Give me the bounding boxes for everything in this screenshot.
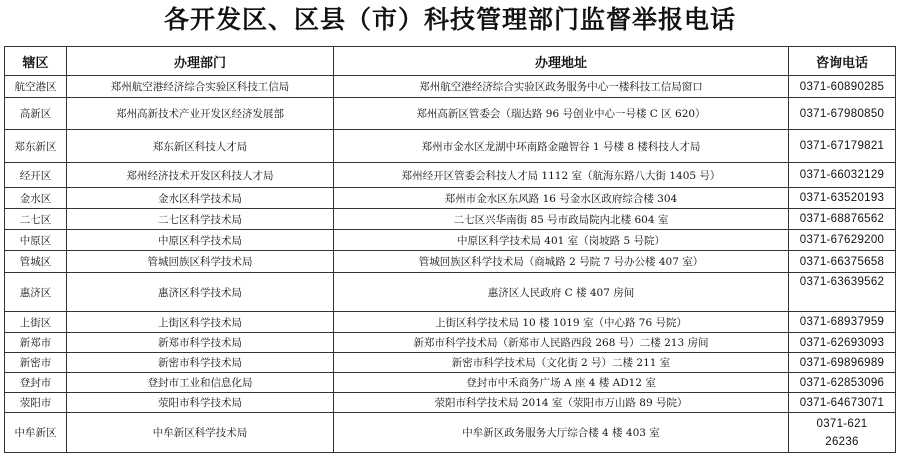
cell-phone: 0371-66375658 [789,251,896,273]
hotline-table [4,46,896,453]
cell-department: 郑州航空港经济综合实验区科技工信局 [67,76,334,98]
cell-district: 新郑市 [5,333,67,353]
table-row [5,230,896,251]
table-row [5,393,896,413]
cell-phone: 0371-62693093 [789,333,896,353]
cell-phone: 0371-67980850 [789,98,896,130]
cell-district: 金水区 [5,188,67,209]
cell-district: 航空港区 [5,76,67,98]
cell-phone: 0371-69896989 [789,353,896,373]
table-header-row [5,47,896,76]
cell-department: 郑州经济技术开发区科技人才局 [67,163,334,188]
header-district: 辖区 [5,47,67,76]
table-row [5,413,896,453]
table-row [5,273,896,312]
cell-district: 中牟新区 [5,413,67,453]
cell-address: 郑州航空港经济综合实验区政务服务中心一楼科技工信局窗口 [334,76,789,98]
cell-district: 郑东新区 [5,130,67,163]
cell-phone: 0371-67179821 [789,130,896,163]
cell-department: 荥阳市科学技术局 [67,393,334,413]
cell-department: 管城回族区科学技术局 [67,251,334,273]
cell-district: 二七区 [5,209,67,230]
cell-address: 上街区科学技术局 10 楼 1019 室（中心路 76 号院） [334,312,789,333]
cell-department: 金水区科学技术局 [67,188,334,209]
cell-department: 上街区科学技术局 [67,312,334,333]
table-row [5,333,896,353]
cell-district: 新密市 [5,353,67,373]
cell-address: 管城回族区科学技术局（商城路 2 号院 7 号办公楼 407 室） [334,251,789,273]
table-row [5,98,896,130]
table-row [5,130,896,163]
cell-district: 高新区 [5,98,67,130]
header-phone: 咨询电话 [789,47,896,76]
cell-address: 新密市科学技术局（文化街 2 号）二楼 211 室 [334,353,789,373]
cell-phone: 0371-68876562 [789,209,896,230]
cell-department: 郑东新区科技人才局 [67,130,334,163]
cell-phone: 0371-60890285 [789,76,896,98]
cell-department: 中原区科学技术局 [67,230,334,251]
table-row [5,353,896,373]
header-address: 办理地址 [334,47,789,76]
cell-phone: 0371-64673071 [789,393,896,413]
cell-phone: 0371-63520193 [789,188,896,209]
table-row [5,312,896,333]
cell-address: 惠济区人民政府 C 楼 407 房间 [334,273,789,312]
cell-department: 二七区科学技术局 [67,209,334,230]
cell-address: 荥阳市科学技术局 2014 室（荥阳市万山路 89 号院） [334,393,789,413]
page-title: 各开发区、区县（市）科技管理部门监督举报电话 [163,5,736,34]
cell-address: 中原区科学技术局 401 室（岗坡路 5 号院） [334,230,789,251]
cell-district: 登封市 [5,373,67,393]
cell-address: 登封市中禾商务广场 A 座 4 楼 AD12 室 [334,373,789,393]
cell-department: 登封市工业和信息化局 [67,373,334,393]
cell-address: 二七区兴华南街 85 号市政局院内北楼 604 室 [334,209,789,230]
phone-line: 0371-621 [816,417,868,430]
cell-address: 郑州高新区管委会（瑞达路 96 号创业中心一号楼 C 区 620） [334,98,789,130]
cell-phone: 0371-66032129 [789,163,896,188]
cell-district: 管城区 [5,251,67,273]
cell-phone: 0371-67629200 [789,230,896,251]
cell-address: 中牟新区政务服务大厅综合楼 4 楼 403 室 [334,413,789,453]
cell-phone: 0371-68937959 [789,312,896,333]
cell-phone: 0371-62853096 [789,373,896,393]
cell-district: 荥阳市 [5,393,67,413]
cell-district: 经开区 [5,163,67,188]
cell-district: 中原区 [5,230,67,251]
header-department: 办理部门 [67,47,334,76]
cell-department: 郑州高新技术产业开发区经济发展部 [67,98,334,130]
cell-address: 郑州经开区管委会科技人才局 1112 室（航海东路八大街 1405 号） [334,163,789,188]
cell-phone [789,413,896,453]
cell-department: 新郑市科学技术局 [67,333,334,353]
cell-address: 郑州市金水区东风路 16 号金水区政府综合楼 304 [334,188,789,209]
cell-phone: 0371-63639562 [789,273,896,312]
cell-address: 郑州市金水区龙湖中环南路金融智谷 1 号楼 8 楼科技人才局 [334,130,789,163]
cell-district: 上街区 [5,312,67,333]
table-row [5,209,896,230]
table-row [5,188,896,209]
table-row [5,251,896,273]
cell-address: 新郑市科学技术局（新郑市人民路西段 268 号）二楼 213 房间 [334,333,789,353]
phone-line: 26236 [825,435,859,448]
cell-district: 惠济区 [5,273,67,312]
cell-department: 新密市科学技术局 [67,353,334,373]
table-row [5,76,896,98]
table-row [5,373,896,393]
table-row [5,163,896,188]
cell-department: 中牟新区科学技术局 [67,413,334,453]
cell-department: 惠济区科学技术局 [67,273,334,312]
